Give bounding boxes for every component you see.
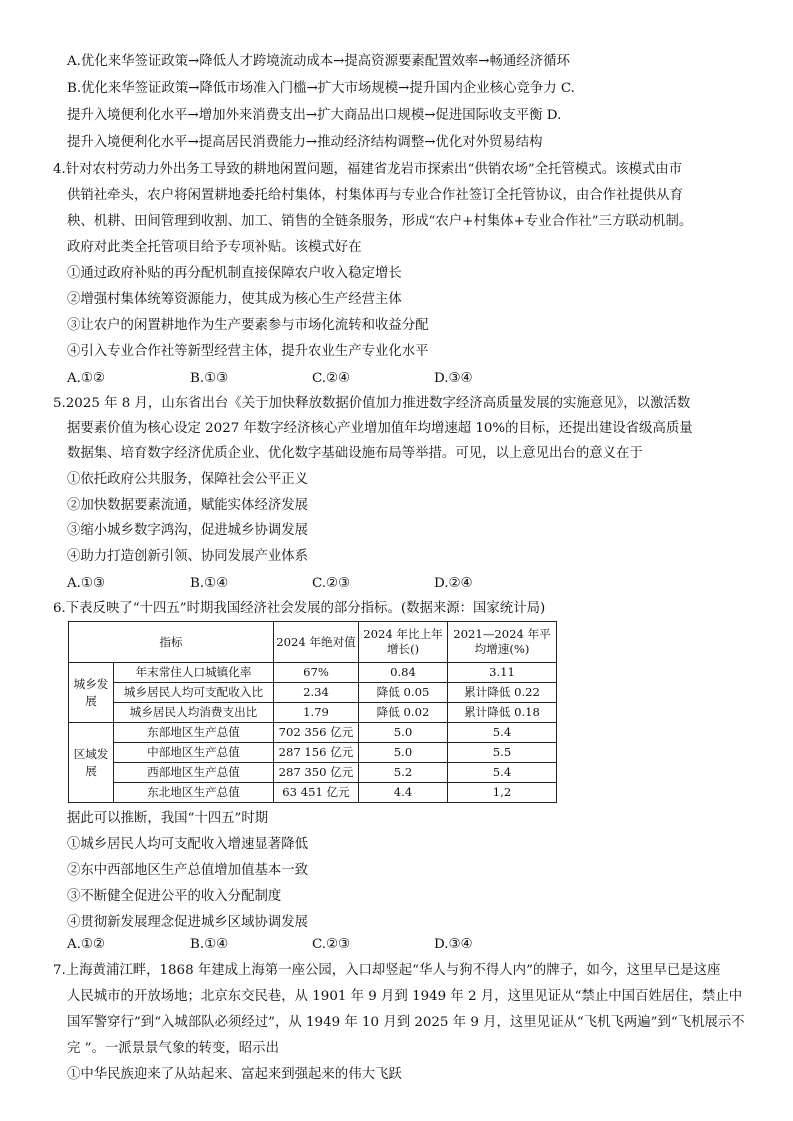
table-cell: 702 356 亿元 [274,723,359,743]
table-row [69,743,557,763]
q3-option-b: B.优化来华签证政策→降低市场准入门槛→扩大市场规模→提升国内企业核心竞争力 C. [67,81,575,96]
table-row [69,663,557,683]
choice-b: B.①③ [190,371,229,386]
q5-choices [67,571,473,597]
table-cell: 累计降低 0.18 [448,703,557,723]
table-header: 2024 年绝对值 [274,622,359,663]
table-row [69,763,557,783]
q4-choices [67,366,473,392]
table-cell: 0.84 [359,663,448,683]
q5-item: ④助力打造创新引领、协同发展产业体系 [67,549,309,564]
q7-item: ①中华民族迎来了从站起来、富起来到强起来的伟大飞跃 [67,1067,402,1082]
q5-stem-line: 5.2025 年 8 月，山东省出台《关于加快释放数据价值加力推进数字经济高质量发展的实施意见》，以激活数 [53,396,691,411]
q4-stem-line: 秧、机耕、田间管理到收割、加工、销售的全链条服务，形成“农户+村集体+专业合作社”三方联动机制。 [67,214,693,229]
table-row [69,703,557,723]
q4-stem-line: 4.针对农村劳动力外出务工导致的耕地闲置问题，福建省龙岩市探索出“供销农场”全托管模式。该模式由市 [53,162,683,177]
q7-stem-line: 完 ”。一派景景气象的转变，昭示出 [67,1041,279,1056]
choice-b: B.①④ [190,937,229,952]
choice-c: C.②④ [312,371,351,386]
q3-option-a: A.优化来华签证政策→降低人才跨境流动成本→提高资源要素配置效率→畅通经济循环 [67,54,570,69]
q6-prompt: 据此可以推断，我国“十四五”时期 [67,811,269,826]
table-cell: 1,2 [448,783,557,803]
table-cell: 5.4 [448,723,557,743]
table-cell: 2.34 [274,683,359,703]
table-cell: 63 451 亿元 [274,783,359,803]
table-header: 指标 [69,622,274,663]
table-cell: 降低 0.02 [359,703,448,723]
table-cell: 西部地区生产总值 [114,763,274,783]
table-cell: 降低 0.05 [359,683,448,703]
table-row [69,723,557,743]
table-cell: 67% [274,663,359,683]
table-cell: 3.11 [448,663,557,683]
q4-item: ②增强村集体统筹资源能力，使其成为核心生产经营主体 [67,292,402,307]
choice-a: A.①② [67,937,105,952]
table-row [69,783,557,803]
q3-option-d: 提升入境便利化水平→提高居民消费能力→推动经济结构调整→优化对外贸易结构 [67,135,543,150]
table-cell: 年末常住人口城镇化率 [114,663,274,683]
table-cell: 287 156 亿元 [274,743,359,763]
q6-stem: 6.下表反映了“十四五”时期我国经济社会发展的部分指标。(数据来源：国家统计局) [53,601,546,616]
q3-option-c: 提升入境便利化水平→增加外来消费支出→扩大商品出口规模→促进国际收支平衡 D. [67,108,562,123]
q5-item: ③缩小城乡数字鸿沟，促进城乡协调发展 [67,523,309,538]
q7-stem-line: 国军警穿行”到“入城部队必须经过”，从 1949 年 10 月到 2025 年 9 月，这里见证从“飞机飞两遍”到“飞机展示不 [67,1015,745,1030]
q4-item: ①通过政府补贴的再分配机制直接保障农户收入稳定增长 [67,266,402,281]
q6-item: ③不断健全促进公平的收入分配制度 [67,889,282,904]
q4-item: ③让农户的闲置耕地作为生产要素参与市场化流转和收益分配 [67,318,429,333]
table-cell: 东部地区生产总值 [114,723,274,743]
q4-item: ④引入专业合作社等新型经营主体，提升农业生产专业化水平 [67,344,429,359]
q6-choices [67,932,473,958]
table-cell: 5.0 [359,743,448,763]
q7-stem-line: 7.上海黄浦江畔，1868 年建成上海第一座公园，入口却竖起“华人与狗不得人内”的牌子，如今，这里早已是这座 [53,963,721,978]
table-cell: 城乡居民人均消费支出比 [114,703,274,723]
q6-item: ②东中西部地区生产总值增加值基本一致 [67,863,309,878]
table-cell: 中部地区生产总值 [114,743,274,763]
table-header-row [69,622,557,663]
statistics-table [68,621,557,803]
table-cell: 累计降低 0.22 [448,683,557,703]
table-cell: 4.4 [359,783,448,803]
choice-d: D.③④ [434,371,473,386]
table-cell: 5.0 [359,723,448,743]
choice-a: A.①② [67,371,105,386]
choice-a: A.①③ [67,576,105,591]
table-cell: 287 350 亿元 [274,763,359,783]
q7-stem-line: 人民城市的开放场地；北京东交民巷，从 1901 年 9 月到 1949 年 2 月，这里见证从“禁止中国百姓居住，禁止中 [67,989,743,1004]
table-cell: 5.5 [448,743,557,763]
q5-stem-line: 数据集、培育数字经济优质企业、优化数字基础设施布局等举措。可见，以上意见出台的意义在于 [67,446,643,461]
table-header: 2021—2024 年平均增速(%) [448,622,557,663]
table-header: 2024 年比上年增长() [359,622,448,663]
q5-item: ②加快数据要素流通，赋能实体经济发展 [67,498,309,513]
table-cell: 5.2 [359,763,448,783]
choice-d: D.②④ [434,576,473,591]
table-cell: 1.79 [274,703,359,723]
table-group-label: 区域发展 [69,723,114,803]
choice-c: C.②③ [312,937,351,952]
q5-item: ①依托政府公共服务，保障社会公平正义 [67,472,309,487]
choice-d: D.③④ [434,937,473,952]
table-cell: 城乡居民人均可支配收入比 [114,683,274,703]
q6-item: ④贯彻新发展理念促进城乡区域协调发展 [67,915,309,930]
q6-item: ①城乡居民人均可支配收入增速显著降低 [67,837,309,852]
table-group-label: 城乡发展 [69,663,114,723]
q5-stem-line: 据要素价值为核心设定 2027 年数字经济核心产业增加值年均增速超 10%的目标，还提出建设省级高质量 [67,421,693,436]
table-row [69,683,557,703]
table-cell: 5.4 [448,763,557,783]
table-cell: 东北地区生产总值 [114,783,274,803]
q4-stem-line: 供销社牵头，农户将闲置耕地委托给村集体，村集体再与专业合作社签订全托管协议，由合作社提供从育 [67,188,683,203]
choice-b: B.①④ [190,576,229,591]
choice-c: C.②③ [312,576,351,591]
q4-stem-line: 政府对此类全托管项目给予专项补贴。该模式好在 [67,240,362,255]
